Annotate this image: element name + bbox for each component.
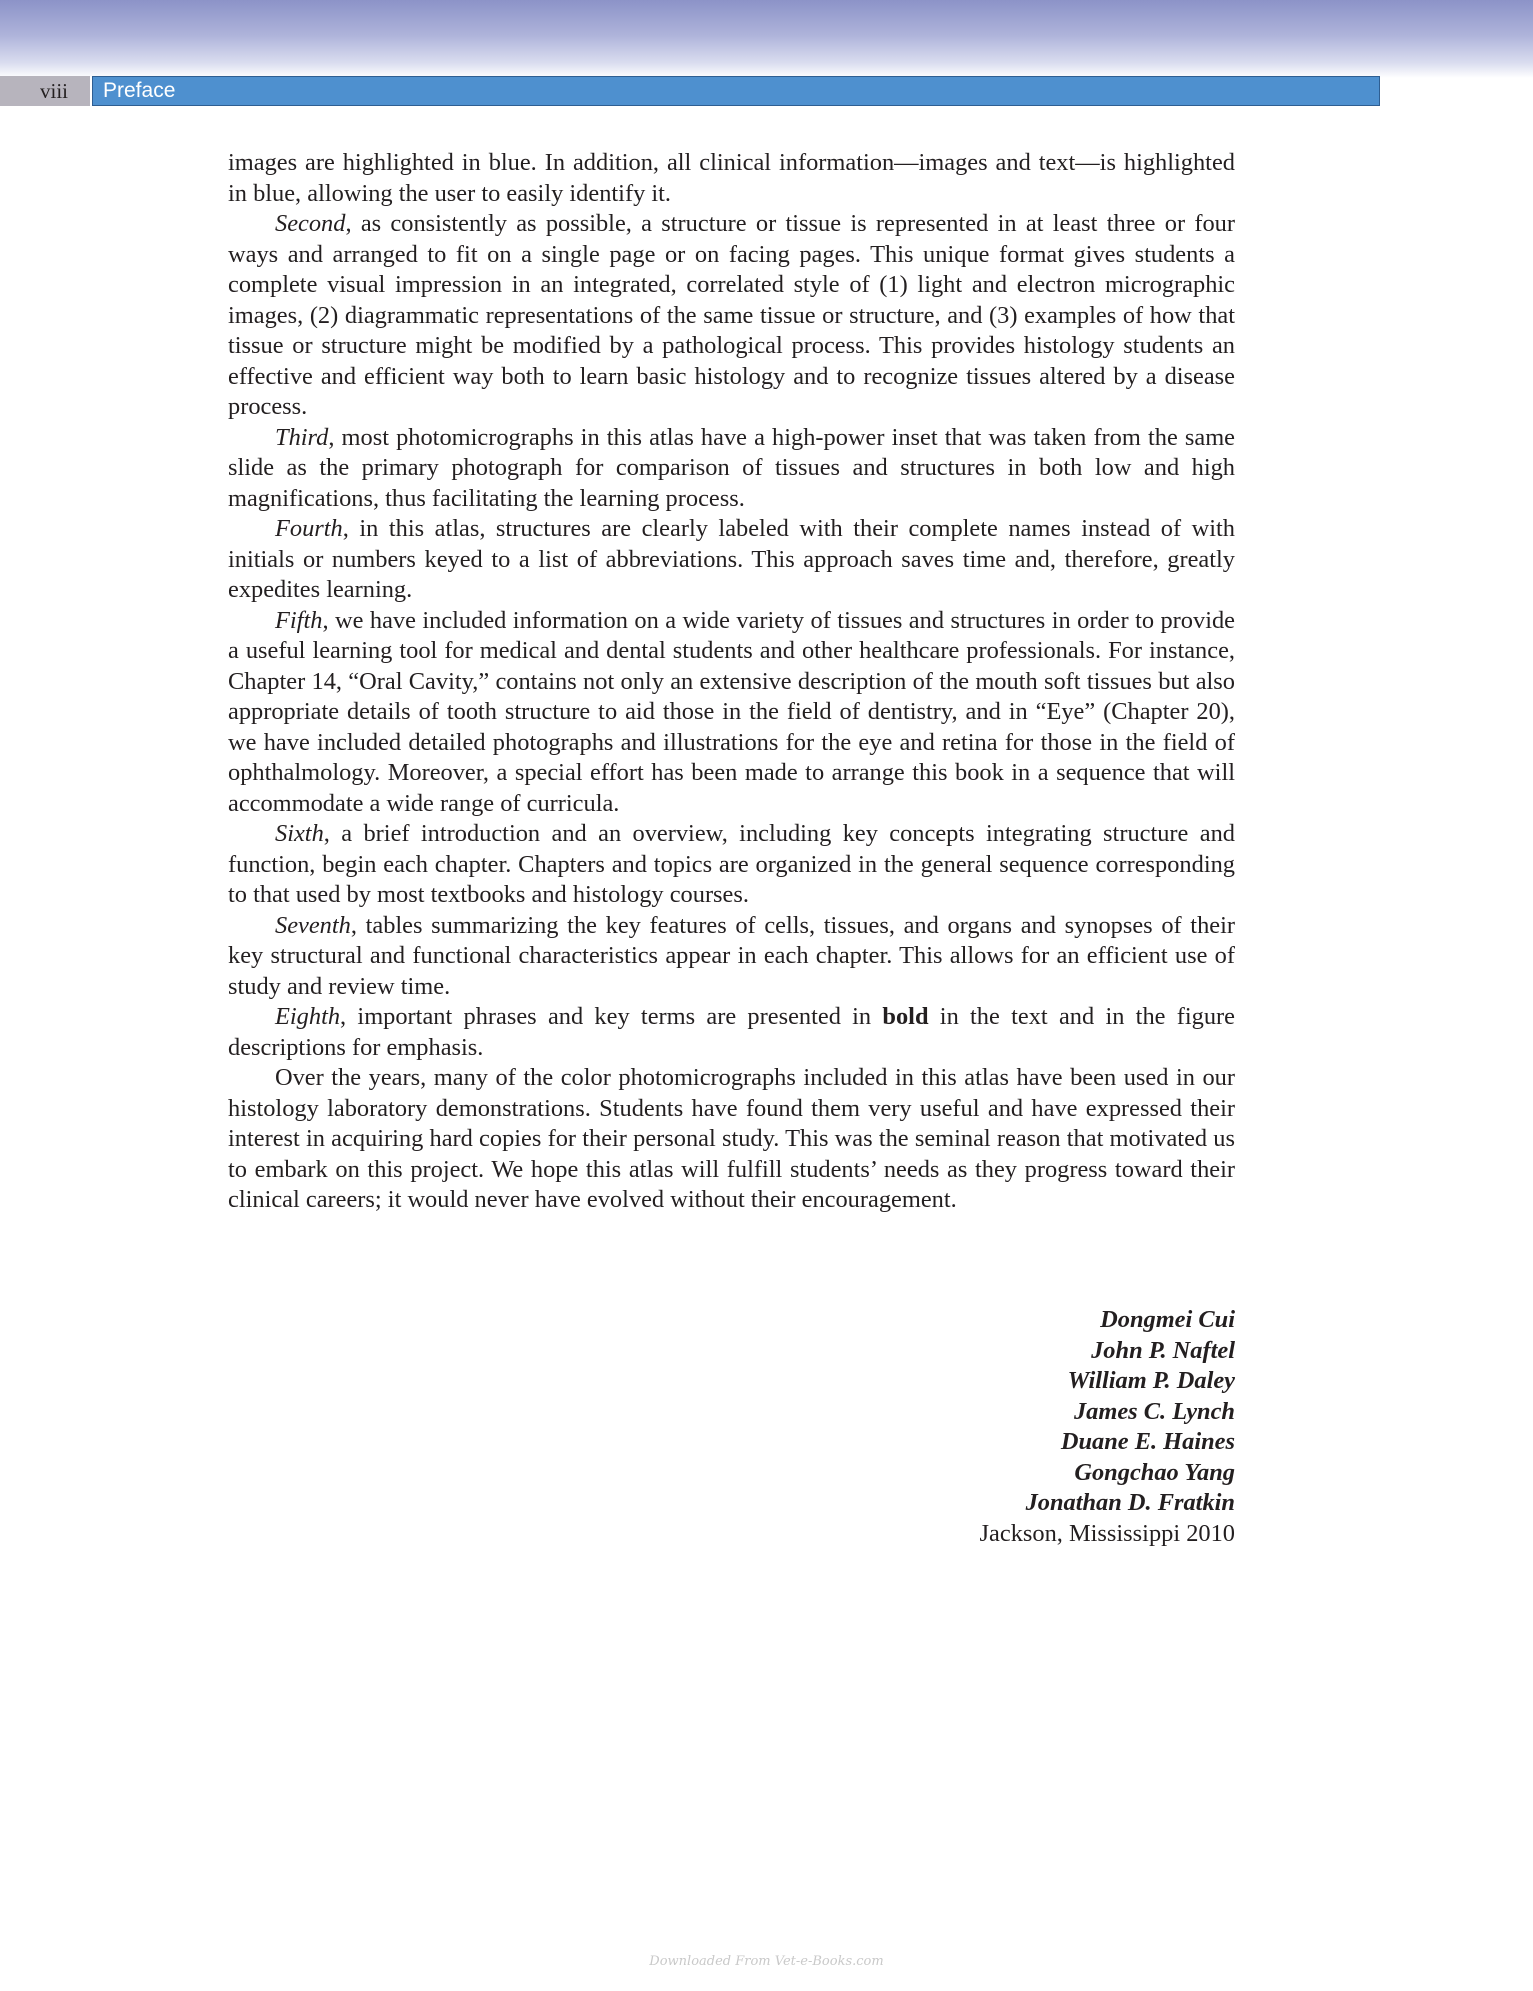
paragraph-continuation	[228, 148, 1235, 209]
paragraph-lead: Third	[275, 423, 329, 451]
paragraph-lead: Fourth	[275, 515, 343, 542]
paragraph-lead: Sixth	[275, 820, 324, 847]
paragraph-closing	[228, 1063, 1235, 1216]
place-date: Jackson, Mississippi 2010	[979, 1519, 1235, 1547]
author-signatures	[980, 1305, 1235, 1549]
paragraph-third	[228, 423, 1235, 515]
author-name: Duane E. Haines	[1060, 1428, 1235, 1455]
paragraph-text: in the text and in the figure descriptions for emphasis.	[228, 1003, 1235, 1061]
running-header	[0, 76, 1380, 106]
paragraph-fourth	[228, 514, 1235, 606]
paragraph-lead: Seventh	[275, 911, 351, 939]
paragraph-text: , in this atlas, structures are clearly labeled with their complete names instead of with initials or numbers keyed to a list of abbreviations. This approach saves time and, therefore, greatly expedites learning.	[228, 515, 1235, 603]
paragraph-text: , we have included information on a wide variety of tissues and structures in order to provide a useful learning tool for medical and dental students and other healthcare professionals. For instance, Chapter 14, “Oral Cavity,” contains not only an extensive description of the mouth soft tissues but also appropriate details of tooth structure to aid those in the field of dentistry, and in “Eye” (Chapter 20), we have included detailed photographs and illustrations for the eye and retina for those in the field of ophthalmology. Moreover, a special effort has been made to arrange this book in a sequence that will accommodate a wide range of curricula.	[228, 606, 1235, 817]
author-name: William P. Daley	[1067, 1367, 1235, 1394]
paragraph-fifth	[228, 606, 1235, 820]
paragraph-text: , tables summarizing the key features of cells, tissues, and organs and synopses of their key structural and functional characteristics appear in each chapter. This allows for an efficient use of study and review time.	[228, 911, 1235, 1000]
preface-body	[228, 148, 1235, 1216]
paragraph-text: , important phrases and key terms are presented in	[340, 1003, 883, 1030]
paragraph-lead: Second	[275, 210, 346, 237]
paragraph-text: images are highlighted in blue. In addition, all clinical information—images and text—is highlighted in blue, allowing the user to easily identify it.	[228, 149, 1235, 207]
paragraph-text: Over the years, many of the color photomicrographs included in this atlas have been used in our histology laboratory demonstrations. Students have found them very useful and have expressed their interest in acquiring hard copies for their personal study. This was the seminal reason that motivated us to embark on this project. We hope this atlas will fulfill students’ needs as they progress toward their clinical careers; it would never have evolved without their encouragement.	[228, 1064, 1235, 1213]
bold-term: bold	[882, 1003, 929, 1030]
download-watermark: Downloaded From Vet-e-Books.com	[649, 1954, 884, 1969]
paragraph-second	[228, 209, 1235, 423]
author-name: James C. Lynch	[1073, 1397, 1235, 1425]
author-name: John P. Naftel	[1091, 1336, 1235, 1364]
author-name: Dongmei Cui	[1100, 1306, 1235, 1333]
paragraph-sixth	[228, 819, 1235, 911]
paragraph-text: , most photomicrographs in this atlas have a high-power inset that was taken from the same slide as the primary photograph for comparison of tissues and structures in both low and high magnifications, thus facilitating the learning process.	[228, 423, 1235, 512]
paragraph-eighth	[228, 1002, 1235, 1063]
top-gradient-band	[0, 0, 1533, 78]
page-number: viii	[0, 76, 90, 106]
author-name: Jonathan D. Fratkin	[1025, 1489, 1235, 1516]
paragraph-text: , as consistently as possible, a structure or tissue is represented in at least three or four ways and arranged to fit on a single page or on facing pages. This unique format gives students a complete visual impression in an integrated, correlated style of (1) light and electron micrographic images, (2) diagrammatic representations of the same tissue or structure, and (3) examples of how that tissue or structure might be modified by a pathological process. This provides histology students an effective and efficient way both to learn basic histology and to recognize tissues altered by a disease process.	[228, 210, 1235, 420]
paragraph-lead: Fifth	[275, 606, 323, 634]
paragraph-seventh	[228, 911, 1235, 1003]
author-name: Gongchao Yang	[1074, 1458, 1235, 1486]
paragraph-lead: Eighth	[275, 1003, 341, 1030]
paragraph-text: , a brief introduction and an overview, including key concepts integrating structure and function, begin each chapter. Chapters and topics are organized in the general sequence corresponding to that used by most textbooks and histology courses.	[228, 820, 1235, 908]
section-title: Preface	[92, 76, 1380, 106]
